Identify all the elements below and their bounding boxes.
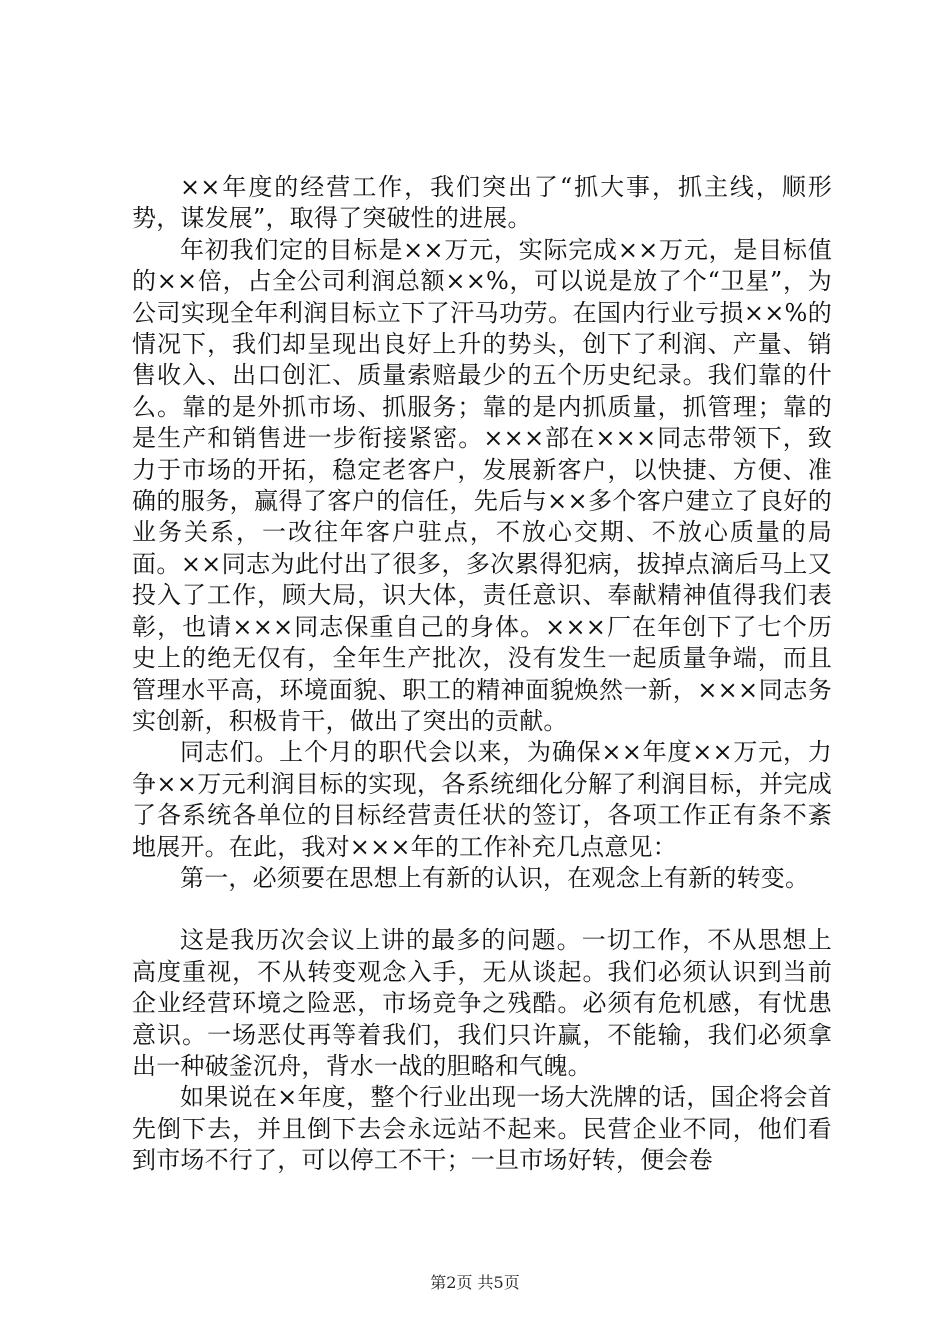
paragraph-3: 同志们。上个月的职代会以来，为确保××年度××万元，力争××万元利润目标的实现，各系统细化分解了利润目标，并完成了各系统各单位的目标经营责任状的签订，各项工作正有条不紊地展开。在此，我对×××年的工作补充几点意见： (132, 738, 832, 861)
document-body (132, 172, 832, 1177)
paragraph-5: 这是我历次会议上讲的最多的问题。一切工作，不从思想上高度重视，不从转变观念入手，无从谈起。我们必须认识到当前企业经营环境之险恶，市场竞争之残酷。必须有危机感，有忧患意识。一场恶仗再等着我们，我们只许赢，不能输，我们必须拿出一种破釜沉舟，背水一战的胆略和气魄。 (132, 926, 832, 1080)
page-footer: 第2页 共5页 (430, 1273, 520, 1292)
paragraph-1: ××年度的经营工作，我们突出了“抓大事，抓主线，顺形势，谋发展”，取得了突破性的进展。 (132, 173, 832, 233)
paragraph-2: 年初我们定的目标是××万元，实际完成××万元，是目标值的××倍，占全公司利润总额××%，可以说是放了个“卫星”，为公司实现全年利润目标立下了汗马功劳。在国内行业亏损××%的情况下，我们却呈现出良好上升的势头，创下了利润、产量、销售收入、出口创汇、质量索赔最少的五个历史纪录。我们靠的什么。靠的是外抓市场、抓服务；靠的是内抓质量，抓管理；靠的是生产和销售进一步衔接紧密。×××部在×××同志带领下，致力于市场的开拓，稳定老客户，发展新客户，以快捷、方便、准确的服务，赢得了客户的信任，先后与××多个客户建立了良好的业务关系，一改往年客户驻点，不放心交期、不放心质量的局面。××同志为此付出了很多，多次累得犯病，拔掉点滴后马上又投入了工作，顾大局，识大体，责任意识、奉献精神值得我们表彰，也请×××同志保重自己的身体。×××厂在年创下了七个历史上的绝无仅有，全年生产批次，没有发生一起质量争端，而且管理水平高，环境面貌、职工的精神面貌焕然一新，×××同志务实创新，积极肯干，做出了突出的贡献。 (132, 235, 832, 735)
paragraph-4-heading: 第一，必须要在思想上有新的认识，在观念上有新的转变。 (180, 863, 810, 892)
paragraph-6: 如果说在×年度，整个行业出现一场大洗牌的话，国企将会首先倒下去，并且倒下去会永远站不起来。民营企业不同，他们看到市场不行了，可以停工不干；一旦市场好转，便会卷 (132, 1083, 832, 1175)
